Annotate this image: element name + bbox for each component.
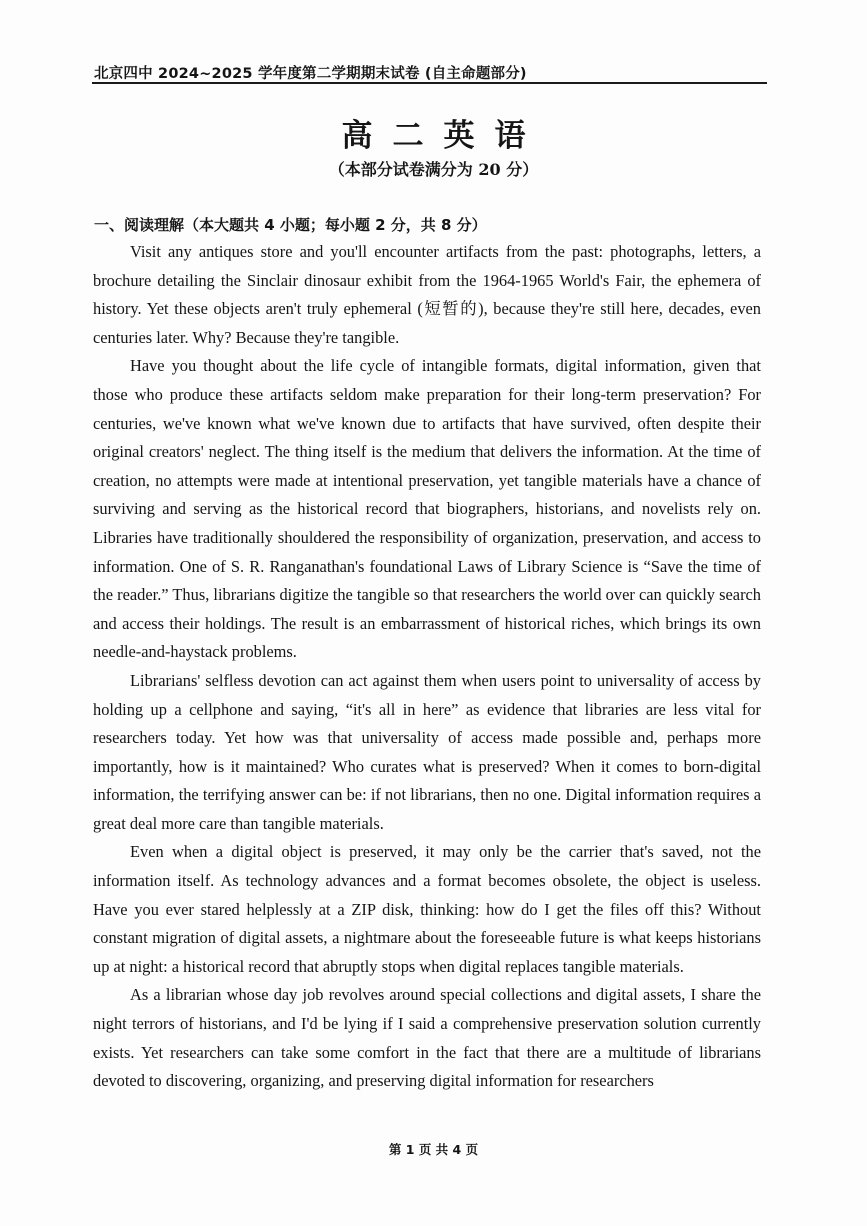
page-title: 高二英语: [341, 118, 546, 154]
exam-header: 北京四中 2024~2025 学年度第二学期期末试卷 (自主命题部分): [94, 66, 527, 82]
passage-paragraph: Have you thought about the life cycle of intangible formats, digital information, given that those who produce these artifacts seldom make preparation for their long-term preservation? For centuries, we've known what we've known due to artifacts that have survived, often despite their original creators' neglect. The thing itself is the medium that delivers the information. At the time of creation, no attempts were made at intentional preservation, yet tangible materials have a chance of surviving and serving as the historical record that biographers, historians, and novelists rely on. Libraries have traditionally shouldered the responsibility of organization, preservation, and access to information. One of S. R. Ranganathan's foundational Laws of Library Science is “Save the time of the reader.” Thus, librarians digitize the tangible so that researchers the world over can quickly search and access their holdings. The result is an embarrassment of historical riches, which brings its own needle-and-haystack problems.: [93, 356, 761, 662]
passage-paragraph: Visit any antiques store and you'll encounter artifacts from the past: photographs, letters, a brochure detailing the Sinclair dinosaur exhibit from the 1964-1965 World's Fair, the ephemera of history. Yet these objects aren't truly ephemeral (短暂的), because they're still here, decades, even centuries later. Why? Because they're tangible.: [93, 242, 761, 347]
passage-paragraph: Even when a digital object is preserved, it may only be the carrier that's saved, not the information itself. As technology advances and a format becomes obsolete, the object is useless. Have you ever stared helplessly at a ZIP disk, thinking: how do I get the files off this? Without constant migration of digital assets, a nightmare about the foreseeable future is what keeps historians up at night: a historical record that abruptly stops when digital replaces tangible materials.: [93, 842, 761, 976]
passage-paragraph: As a librarian whose day job revolves around special collections and digital assets, I share the night terrors of historians, and I'd be lying if I said a comprehensive preservation solution currently exists. Yet researchers can take some comfort in the fact that there are a multitude of librarians devoted to discovering, organizing, and preserving digital information for researchers: [93, 985, 761, 1091]
section-heading: 一、阅读理解（本大题共 4 小题；每小题 2 分，共 8 分）: [94, 216, 487, 234]
page-number: 第 1 页 共 4 页: [388, 1142, 479, 1157]
reading-passage: [93, 238, 761, 1096]
page-subtitle: （本部分试卷满分为 20 分）: [328, 160, 539, 179]
header-divider: [92, 82, 767, 84]
passage-paragraph: Librarians' selfless devotion can act against them when users point to universality of access by holding up a cellphone and saying, “it's all in here” as evidence that libraries are less vital for researchers today. Yet how was that universality of access made possible and, perhaps more importantly, how is it maintained? Who curates what is preserved? When it comes to born-digital information, the terrifying answer can be: if not librarians, then no one. Digital information requires a great deal more care than tangible materials.: [93, 670, 761, 833]
